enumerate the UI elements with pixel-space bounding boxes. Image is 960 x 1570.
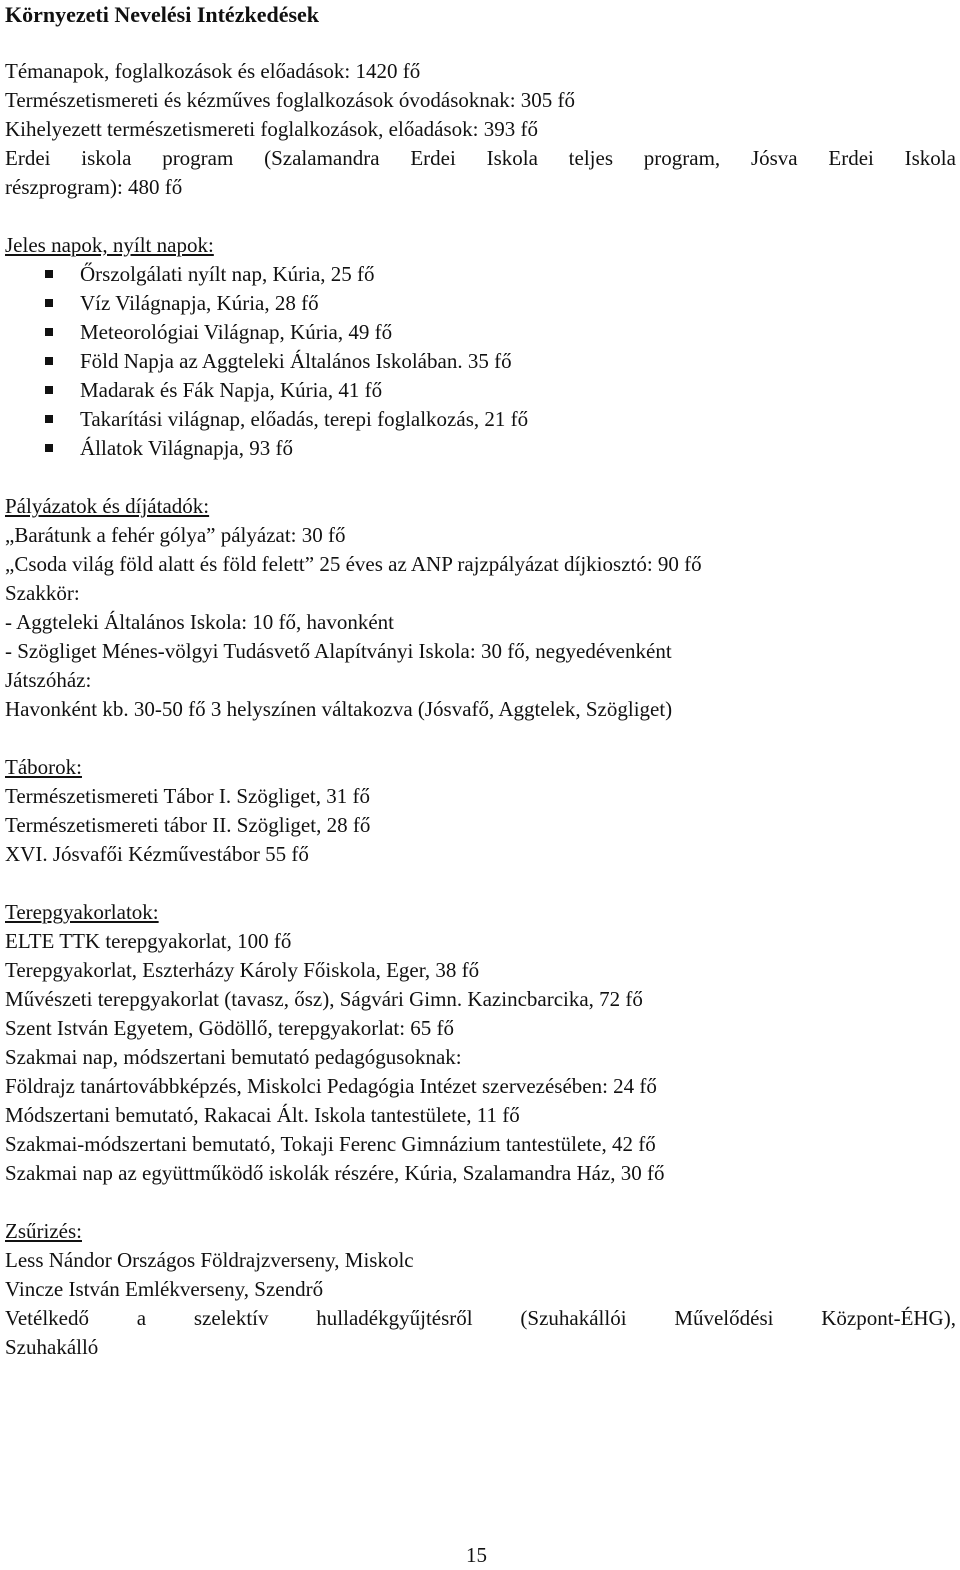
competitions-line: Játszóház:	[5, 668, 92, 692]
camps-line: Természetismereti Tábor I. Szögliget, 31 fő	[5, 784, 370, 808]
word: Erdei	[5, 146, 51, 170]
word: a	[136, 1306, 147, 1330]
jury-heading: Zsűrizés:	[5, 1219, 82, 1243]
square-bullet-icon	[45, 415, 53, 423]
word: Erdei	[410, 146, 456, 170]
square-bullet-icon	[45, 386, 53, 394]
word: teljes	[568, 146, 613, 170]
word: Központ-ÉHG),	[821, 1306, 956, 1330]
word: iskola	[81, 146, 132, 170]
word: Jósva	[750, 146, 798, 170]
word: (Szalamandra	[264, 146, 380, 170]
square-bullet-icon	[45, 270, 53, 278]
competitions-line: „Barátunk a fehér gólya” pályázat: 30 fő	[5, 523, 346, 547]
field-practice-line: Művészeti terepgyakorlat (tavasz, ősz), Ságvári Gimn. Kazincbarcika, 72 fő	[5, 987, 643, 1011]
competitions-line: - Szögliget Ménes-völgyi Tudásvető Alapítványi Iskola: 30 fő, negyedévenként	[5, 639, 672, 663]
word: Művelődési	[674, 1306, 774, 1330]
competitions-line: Havonként kb. 30-50 fő 3 helyszínen váltakozva (Jósvafő, Aggtelek, Szögliget)	[5, 697, 673, 721]
word: Iskola	[486, 146, 538, 170]
page-title: Környezeti Nevelési Intézkedések	[5, 2, 320, 27]
camps-line: XVI. Jósvafői Kézművestábor 55 fő	[5, 842, 309, 866]
field-practice-heading: Terepgyakorlatok:	[5, 900, 159, 924]
jury-justified-line	[5, 1304, 956, 1333]
competitions-line: Szakkör:	[5, 581, 80, 605]
page-number: 15	[466, 1543, 487, 1567]
field-practice-line: Módszertani bemutató, Rakacai Ált. Iskola tantestülete, 11 fő	[5, 1103, 520, 1127]
field-practice-line: Terepgyakorlat, Eszterházy Károly Főiskola, Eger, 38 fő	[5, 958, 480, 982]
field-practice-line: Szakmai nap az együttműködő iskolák részére, Kúria, Szalamandra Ház, 30 fő	[5, 1161, 665, 1185]
field-practice-line: Földrajz tanártovábbképzés, Miskolci Pedagógia Intézet szervezésében: 24 fő	[5, 1074, 657, 1098]
word: hulladékgyűjtésről	[316, 1306, 473, 1330]
square-bullet-icon	[45, 357, 53, 365]
jury-line: Less Nándor Országos Földrajzverseny, Miskolc	[5, 1248, 414, 1272]
competitions-line: - Aggteleki Általános Iskola: 10 fő, havonként	[5, 610, 395, 634]
forest-school-cont: részprogram): 480 fő	[5, 175, 183, 199]
intro-line: Témanapok, foglalkozások és előadások: 1420 fő	[5, 59, 421, 83]
word: szelektív	[193, 1306, 269, 1330]
word: Iskola	[904, 146, 956, 170]
special-days-heading: Jeles napok, nyílt napok:	[5, 233, 214, 257]
intro-line: Kihelyezett természetismereti foglalkozások, előadások: 393 fő	[5, 117, 538, 141]
camps-line: Természetismereti tábor II. Szögliget, 28 fő	[5, 813, 371, 837]
square-bullet-icon	[45, 299, 53, 307]
competitions-heading: Pályázatok és díjátadók:	[5, 494, 210, 518]
forest-school-line	[5, 144, 956, 173]
jury-cont: Szuhakálló	[5, 1335, 99, 1359]
field-practice-line: Szakmai nap, módszertani bemutató pedagógusoknak:	[5, 1045, 462, 1069]
word: Erdei	[828, 146, 874, 170]
field-practice-line: Szent István Egyetem, Gödöllő, terepgyakorlat: 65 fő	[5, 1016, 455, 1040]
competitions-line: „Csoda világ föld alatt és föld felett” 25 éves az ANP rajzpályázat díjkiosztó: 90 fő	[5, 552, 702, 576]
word: (Szuhakállói	[520, 1306, 627, 1330]
document-page: Környezeti Nevelési Intézkedések Témanapok, foglalkozások és előadások: 1420 fő Természetismereti és kézműves foglalkozások óvodásoknak: 305 fő Kihelyezett természetismereti foglalkozások, előadások: 393 fő Erdei iskola program (Szalamandra Erdei Iskola teljes program, Jósva Erdei Iskola részprogram): 480 fő Jeles napok, nyílt napok: Őrszolgálati nyílt nap, Kúria, 25 fő Víz Világnapja, Kúria, 28 fő Meteorológiai Világnap, Kúria, 49 fő Föld Napja az Aggteleki Általános Iskolában. 35 fő Madarak és Fák Napja, Kúria, 41 fő Takarítási világnap, előadás, terepi foglalkozás, 21 fő Állatok Világnapja, 93 fő Pályázatok és díjátadók: „Barátunk a fehér gólya” pályázat: 30 fő „Csoda világ föld alatt és föld felett” 25 éves az ANP rajzpályázat díjkiosztó: 90 fő Szakkör: - Aggteleki Általános Iskola: 10 fő, havonként - Szögliget Ménes-völgyi Tudásvető Alapítványi Iskola: 30 fő, negyedévenként Játszóház: Havonként kb. 30-50 fő 3 helyszínen váltakozva (Jósvafő, Aggtelek, Szögliget) Táborok: Természetismereti Tábor I. Szögliget, 31 fő Természetismereti tábor II. Szögliget, 28 fő XVI. Jósvafői Kézművestábor 55 fő Terepgyakorlatok: ELTE TTK terepgyakorlat, 100 fő Terepgyakorlat, Eszterházy Károly Főiskola, Eger, 38 fő Művészeti terepgyakorlat (tavasz, ősz), Ságvári Gimn. Kazincbarcika, 72 fő Szent István Egyetem, Gödöllő, terepgyakorlat: 65 fő Szakmai nap, módszertani bemutató pedagógusoknak: Földrajz tanártovábbképzés, Miskolci Pedagógia Intézet szervezésében: 24 fő Módszertani bemutató, Rakacai Ált. Iskola tantestülete, 11 fő Szakmai-módszertani bemutató, Tokaji Ferenc Gimnázium tantestülete, 42 fő Szakmai nap az együttműködő iskolák részére, Kúria, Szalamandra Ház, 30 fő Zsűrizés: Less Nándor Országos Földrajzverseny, Miskolc Vincze István Emlékverseny, Szendrő Vetélkedő a szelektív hulladékgyűjtésről (Szuhakállói Művelődési Központ-ÉHG), Szuhakálló 15	[0, 0, 960, 1569]
camps-heading: Táborok:	[5, 755, 82, 779]
square-bullet-icon	[45, 328, 53, 336]
intro-line: Természetismereti és kézműves foglalkozások óvodásoknak: 305 fő	[5, 88, 576, 112]
word: program,	[643, 146, 721, 170]
word: program	[162, 146, 234, 170]
jury-line: Vincze István Emlékverseny, Szendrő	[5, 1277, 324, 1301]
square-bullet-icon	[45, 444, 53, 452]
word: Vetélkedő	[5, 1306, 89, 1330]
field-practice-line: Szakmai-módszertani bemutató, Tokaji Ferenc Gimnázium tantestülete, 42 fő	[5, 1132, 656, 1156]
field-practice-line: ELTE TTK terepgyakorlat, 100 fő	[5, 929, 292, 953]
